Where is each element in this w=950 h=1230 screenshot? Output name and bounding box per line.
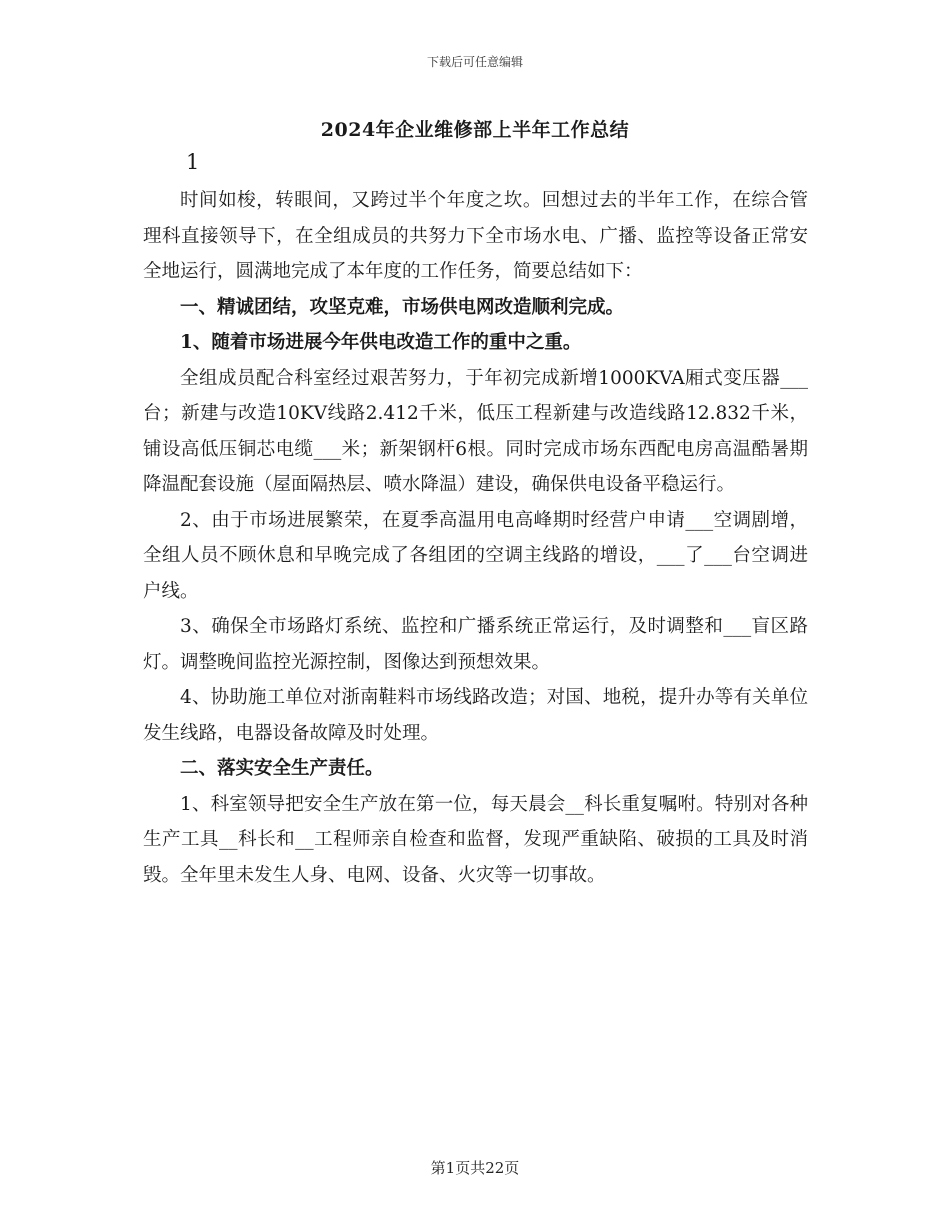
subsection-heading-1: 1、随着市场进展今年供电改造工作的重中之重。 bbox=[180, 332, 582, 353]
body-paragraph: 2、由于市场进展繁荣，在夏季高温用电高峰期时经营户申请___空调剧增，全组人员不顾休息和早晚完成了各组团的空调主线路的增设，___了___台空调进户线。 bbox=[143, 509, 808, 602]
page-footer: 第1页共22页 bbox=[430, 1159, 520, 1177]
intro-paragraph: 时间如梭，转眼间，又跨过半个年度之坎。回想过去的半年工作，在综合管理科直接领导下，在全组成员的共努力下全市场水电、广播、监控等设备正常安全地运行，圆满地完成了本年度的工作任务，简要总结如下： bbox=[143, 190, 808, 282]
section-heading-2: 二、落实安全生产责任。 bbox=[180, 758, 384, 779]
document-title: 2024年企业维修部上半年工作总结 bbox=[320, 119, 630, 141]
body-paragraph: 全组成员配合科室经过艰苦努力，于年初完成新增1000KVA厢式变压器___台；新建与改造10KV线路2.412千米，低压工程新建与改造线路12.832千米，铺设高低压铜芯电缆___米；新架钢杆6根。同时完成市场东西配电房高温酷暑期降温配套设施（屋面隔热层、喷水降温）建设，确保供电设备平稳运行。 bbox=[143, 367, 808, 495]
section-number: 1 bbox=[186, 150, 200, 174]
body-paragraph: 4、协助施工单位对浙南鞋料市场线路改造；对国、地税，提升办等有关单位发生线路，电器设备故障及时处理。 bbox=[143, 687, 808, 744]
header-note: 下载后可任意编辑 bbox=[426, 55, 523, 69]
body-paragraph: 3、确保全市场路灯系统、监控和广播系统正常运行，及时调整和___盲区路灯。调整晚间监控光源控制，图像达到预想效果。 bbox=[143, 616, 808, 673]
body-paragraph: 1、科室领导把安全生产放在第一位，每天晨会__科长重复嘱咐。特别对各种生产工具__科长和__工程师亲自检查和监督，发现严重缺陷、破损的工具及时消毁。全年里未发生人身、电网、设备、火灾等一切事故。 bbox=[143, 793, 808, 886]
document-body bbox=[143, 183, 808, 893]
section-heading-1: 一、精诚团结，攻坚克难，市场供电网改造顺利完成。 bbox=[180, 296, 625, 318]
